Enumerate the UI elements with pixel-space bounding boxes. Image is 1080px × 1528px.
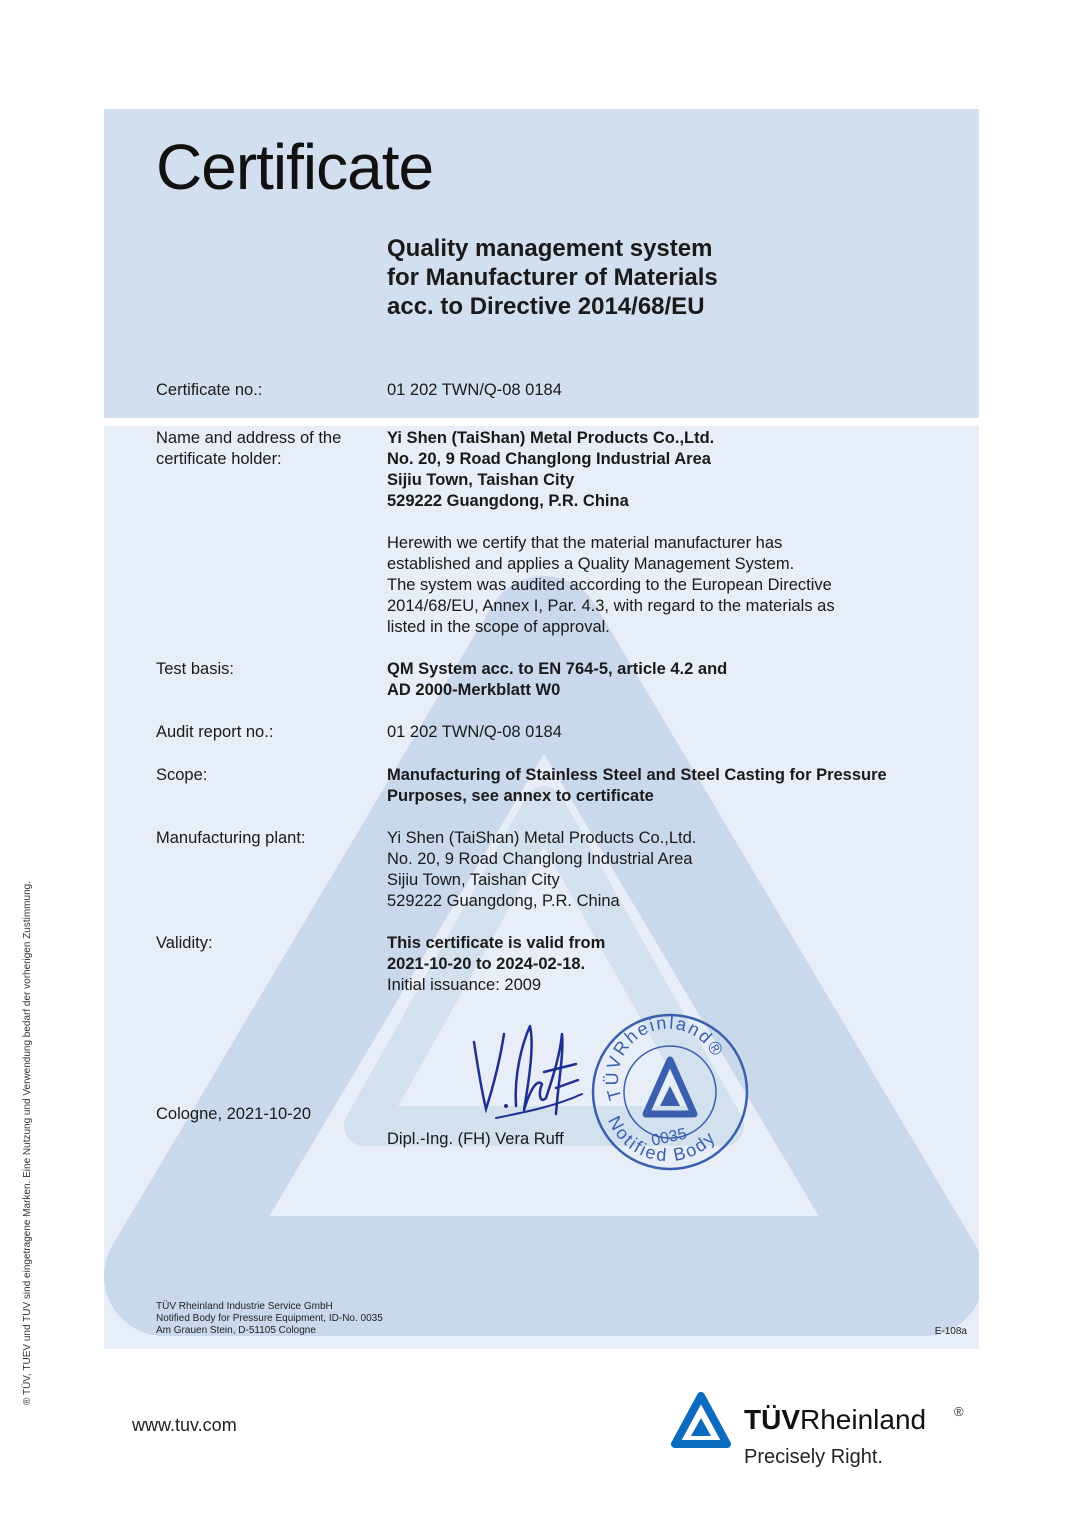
tuv-rheinland-logo-text xyxy=(744,1404,926,1436)
seal-number: 0035 xyxy=(649,1125,689,1150)
validity-label: Validity: xyxy=(156,934,213,952)
holder-label-line: certificate holder: xyxy=(156,450,282,468)
holder-address-line: 529222 Guangdong, P.R. China xyxy=(387,492,629,510)
initial-issuance: Initial issuance: 2009 xyxy=(387,976,542,994)
plant-line: 529222 Guangdong, P.R. China xyxy=(387,892,620,910)
form-code: E-108a xyxy=(934,1326,967,1337)
registered-mark: ® xyxy=(954,1404,964,1419)
plant-line: Yi Shen (TaiShan) Metal Products Co.,Ltd. xyxy=(387,829,697,847)
issuer-line: TÜV Rheinland Industrie Service GmbH xyxy=(156,1301,333,1312)
test-basis-label: Test basis: xyxy=(156,660,234,678)
tuv-triangle-logo-icon xyxy=(671,1392,731,1448)
scope-label: Scope: xyxy=(156,766,208,784)
notified-body-seal xyxy=(590,1002,750,1182)
plant-label: Manufacturing plant: xyxy=(156,829,306,847)
holder-name: Yi Shen (TaiShan) Metal Products Co.,Ltd. xyxy=(387,429,715,447)
holder-address-line: No. 20, 9 Road Changlong Industrial Area xyxy=(387,450,711,468)
validity-line: This certificate is valid from xyxy=(387,934,606,952)
statement-line: The system was audited according to the European Directive xyxy=(387,576,832,594)
statement-line: established and applies a Quality Management System. xyxy=(387,555,795,573)
certificate-no-value: 01 202 TWN/Q-08 0184 xyxy=(387,381,562,399)
seal-bottom-text: Notified Body xyxy=(604,1112,721,1166)
seal-top-text: TÜVRheinland® xyxy=(602,1012,729,1103)
slogan: Precisely Right. xyxy=(744,1446,883,1468)
header-divider xyxy=(104,418,979,426)
issuer-line: Am Grauen Stein, D-51105 Cologne xyxy=(156,1325,316,1336)
test-basis-line: AD 2000-Merkblatt W0 xyxy=(387,681,561,699)
handwritten-signature xyxy=(466,1014,586,1124)
subtitle-line: Quality management system xyxy=(387,235,713,262)
website-link[interactable]: www.tuv.com xyxy=(132,1415,237,1435)
certificate-title: Certificate xyxy=(156,131,434,203)
certificate-no-label: Certificate no.: xyxy=(156,381,263,399)
validity-line: 2021-10-20 to 2024-02-18. xyxy=(387,955,586,973)
subtitle-line: for Manufacturer of Materials xyxy=(387,264,718,291)
holder-address-line: Sijiu Town, Taishan City xyxy=(387,471,575,489)
subtitle-line: acc. to Directive 2014/68/EU xyxy=(387,293,705,320)
certificate-subtitle xyxy=(387,234,718,321)
test-basis-line: QM System acc. to EN 764-5, article 4.2 and xyxy=(387,660,728,678)
statement-line: 2014/68/EU, Annex I, Par. 4.3, with regard to the materials as xyxy=(387,597,835,615)
plant-line: No. 20, 9 Road Changlong Industrial Area xyxy=(387,850,693,868)
logo-regular-text: Rheinland xyxy=(800,1404,927,1435)
issuer-footer xyxy=(156,1301,383,1337)
certificate-panel xyxy=(104,109,979,1349)
audit-report-value: 01 202 TWN/Q-08 0184 xyxy=(387,723,562,741)
scope-line: Purposes, see annex to certificate xyxy=(387,787,654,805)
trademark-note: ® TÜV, TUEV und TUV sind eingetragene Marken. Eine Nutzung und Verwendung bedarf der vorherigen Zustimmung. xyxy=(22,881,33,1405)
scope-line: Manufacturing of Stainless Steel and Steel Casting for Pressure xyxy=(387,766,887,784)
holder-label-line: Name and address of the xyxy=(156,429,342,447)
logo-bold-text: TÜV xyxy=(744,1404,800,1435)
place-date: Cologne, 2021-10-20 xyxy=(156,1105,312,1123)
issuer-line: Notified Body for Pressure Equipment, ID-No. 0035 xyxy=(156,1313,383,1324)
statement-line: listed in the scope of approval. xyxy=(387,618,610,636)
plant-line: Sijiu Town, Taishan City xyxy=(387,871,560,889)
audit-report-label: Audit report no.: xyxy=(156,723,274,741)
signatory-name: Dipl.-Ing. (FH) Vera Ruff xyxy=(387,1130,564,1148)
statement-line: Herewith we certify that the material manufacturer has xyxy=(387,534,783,552)
